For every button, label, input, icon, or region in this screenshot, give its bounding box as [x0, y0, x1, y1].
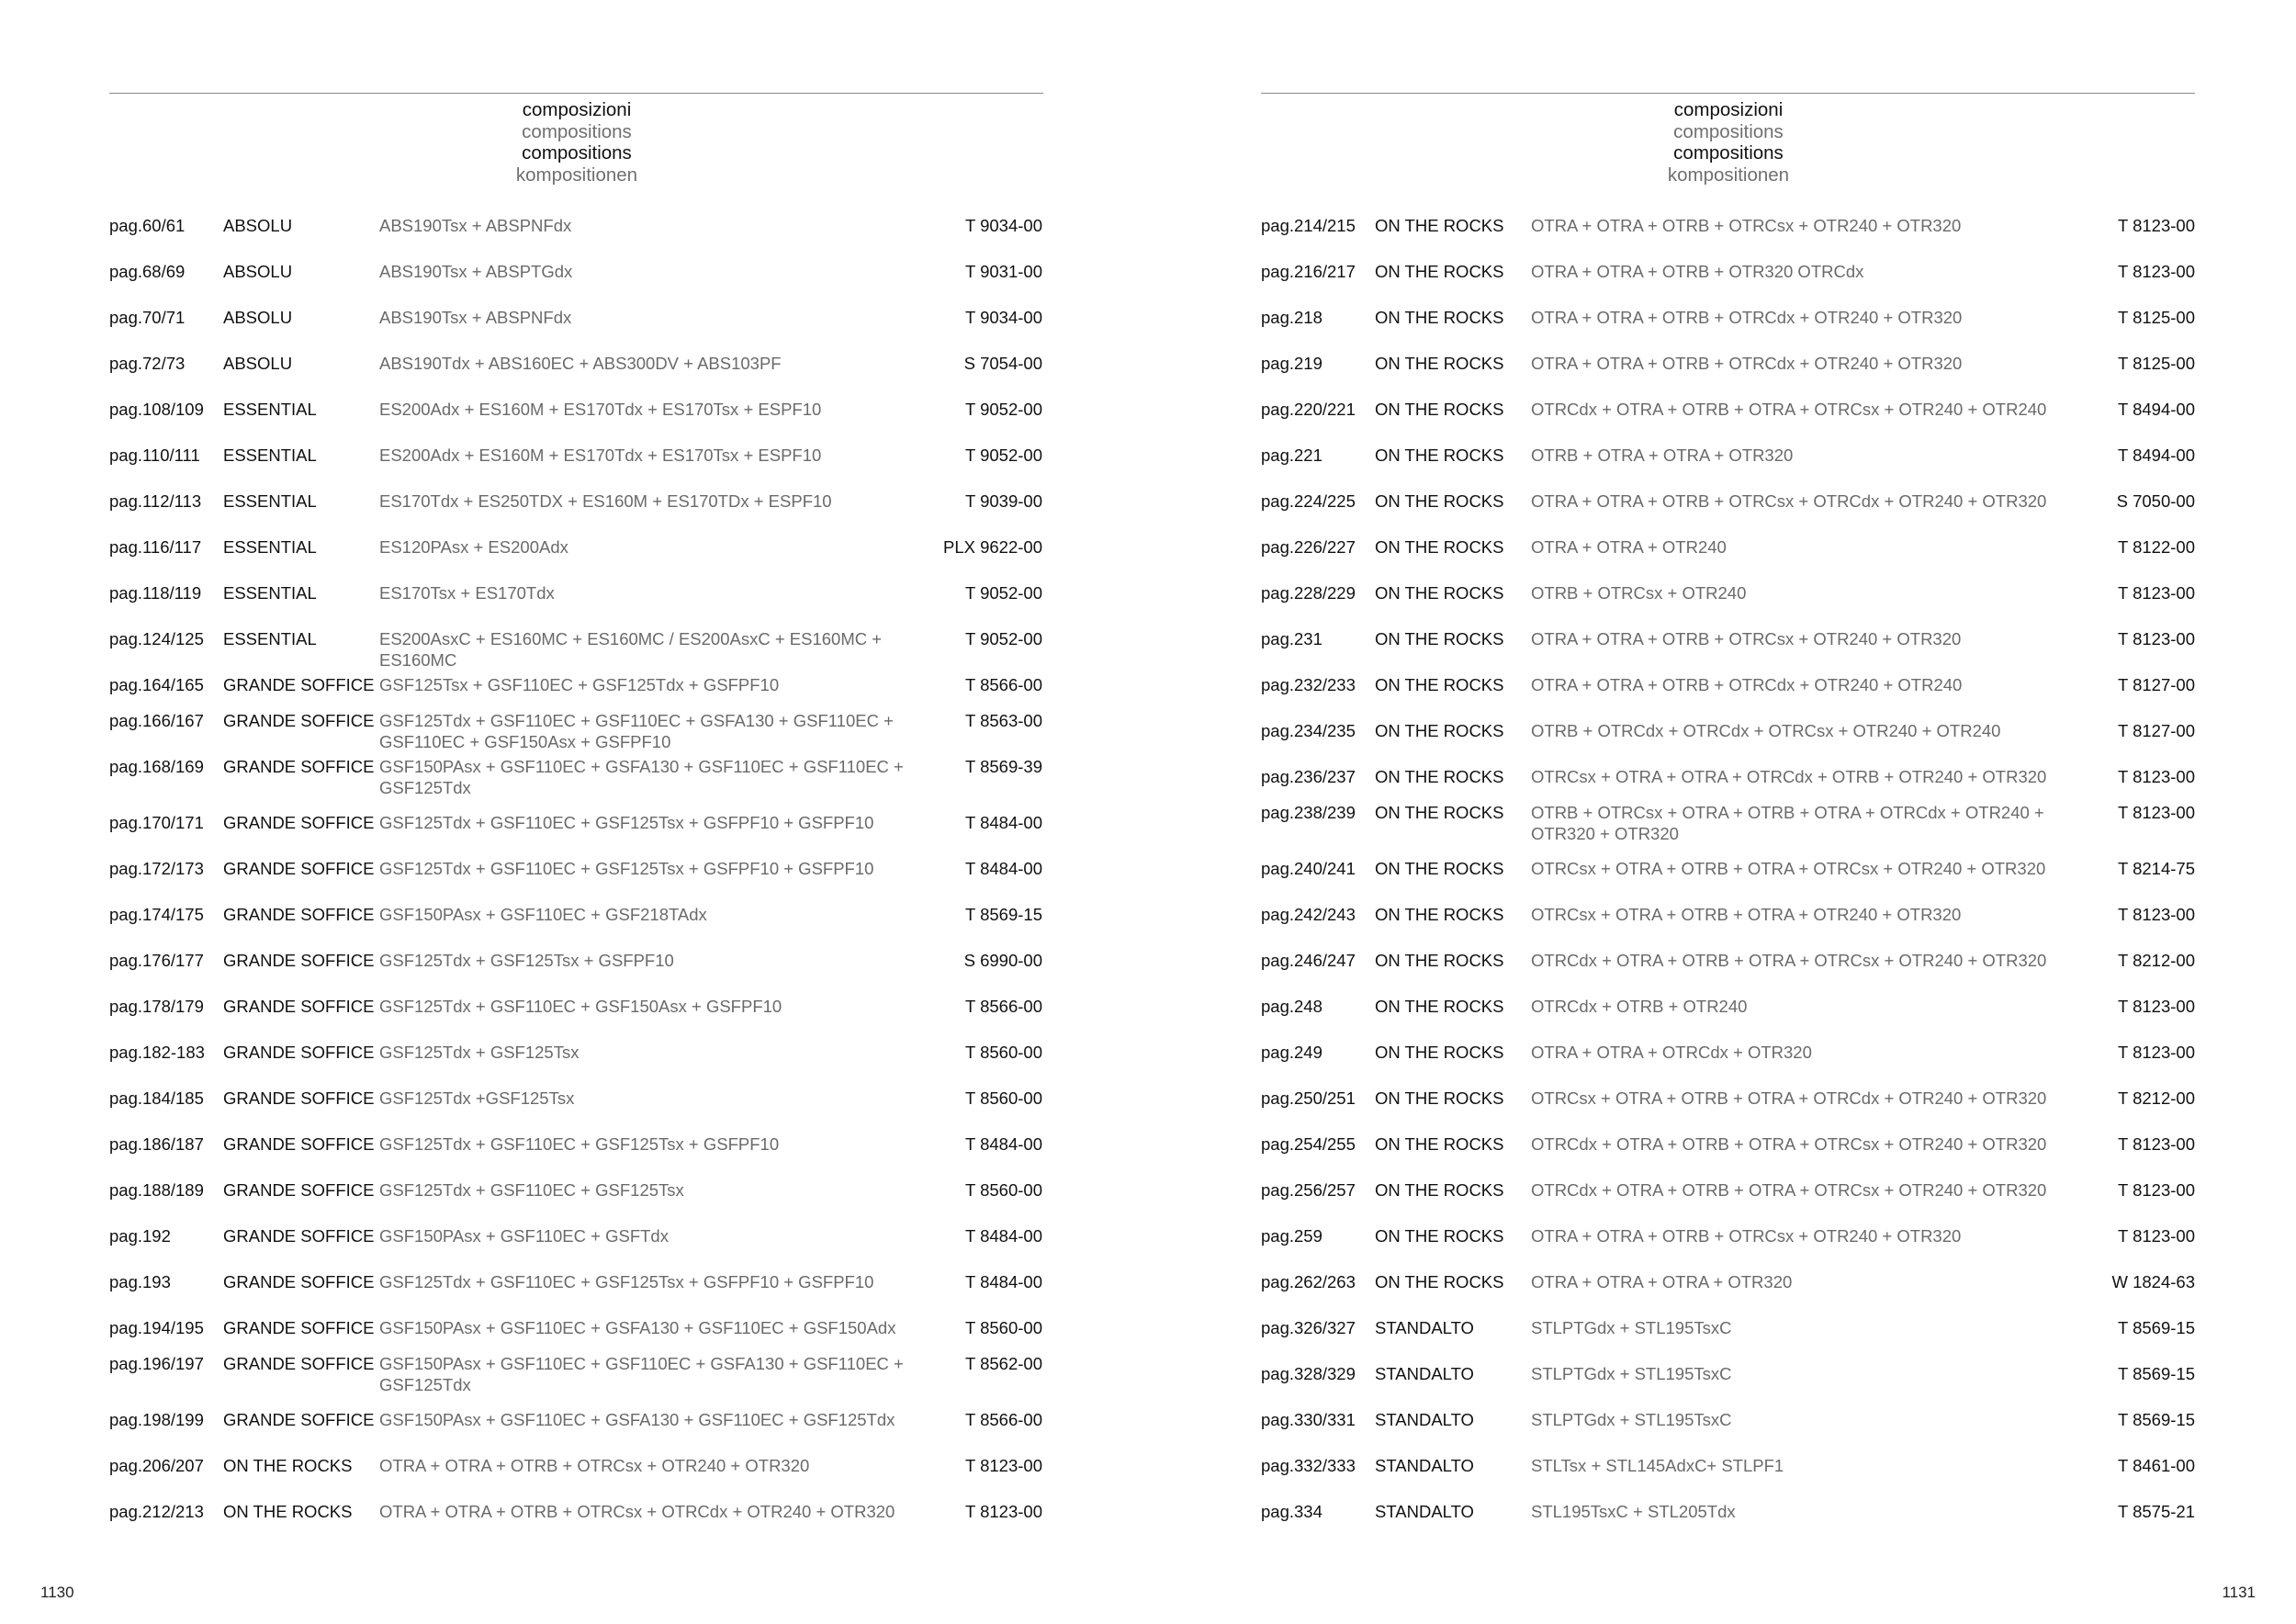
collection-name: GRANDE SOFFICE: [223, 1180, 375, 1200]
composition-text: ABS190Tsx + ABSPTGdx: [379, 262, 573, 281]
finish-code: T 8214-75: [2118, 859, 2195, 878]
finish-code: T 8127-00: [2118, 675, 2195, 694]
collection-name: ON THE ROCKS: [1375, 216, 1504, 235]
finish-code: T 9052-00: [965, 400, 1042, 419]
collection-name: ON THE ROCKS: [1375, 1134, 1504, 1154]
finish-code: W 1824-63: [2111, 1272, 2195, 1291]
collection-name: GRANDE SOFFICE: [223, 1354, 375, 1373]
composition-text: GSF125Tsx + GSF110EC + GSF125Tdx + GSFPF10: [379, 675, 780, 694]
page-ref: pag.182-183: [109, 1043, 205, 1062]
page-ref: pag.174/175: [109, 905, 204, 924]
composition-text: OTRA + OTRA + OTRB + OTRCsx + OTR240 + OTR320: [1531, 1226, 1962, 1246]
finish-code: T 8484-00: [965, 813, 1042, 832]
finish-code: T 8123-00: [2118, 1134, 2195, 1154]
composition-text: OTRB + OTRA + OTRA + OTR320: [1531, 445, 1794, 465]
composition-text: OTRA + OTRA + OTRA + OTR320: [1531, 1272, 1793, 1291]
collection-name: ON THE ROCKS: [1375, 1272, 1504, 1291]
page-ref: pag.240/241: [1261, 859, 1356, 878]
page-ref: pag.184/185: [109, 1088, 204, 1108]
composition-text: ES120PAsx + ES200Adx: [379, 537, 568, 557]
page-ref: pag.60/61: [109, 216, 186, 235]
page-ref: pag.206/207: [109, 1456, 204, 1475]
collection-name: GRANDE SOFFICE: [223, 675, 375, 694]
page-ref: pag.112/113: [109, 491, 202, 511]
composition-text: GSF125Tdx +GSF125Tsx: [379, 1088, 575, 1108]
page-ref: pag.259: [1261, 1226, 1322, 1246]
finish-code: T 8123-00: [2118, 767, 2195, 786]
composition-text: ES170Tsx + ES170Tdx: [379, 583, 555, 603]
finish-code: T 8560-00: [965, 1180, 1042, 1200]
collection-name: ON THE ROCKS: [1375, 583, 1504, 603]
collection-name: STANDALTO: [1375, 1456, 1474, 1475]
composition-text: OTRA + OTRA + OTRB + OTR320 OTRCdx: [1531, 262, 1864, 281]
page-ref: pag.238/239: [1261, 803, 1356, 822]
composition-text: STLTsx + STL145AdxC+ STLPF1: [1531, 1456, 1784, 1475]
composition-text: STL195TsxC + STL205Tdx: [1531, 1502, 1736, 1521]
collection-name: GRANDE SOFFICE: [223, 1226, 375, 1246]
composition-text: STLPTGdx + STL195TsxC: [1531, 1364, 1732, 1383]
page-ref: pag.124/125: [109, 629, 204, 648]
composition-text: GSF150PAsx + GSF110EC + GSF218TAdx: [379, 905, 707, 924]
page-ref: pag.256/257: [1261, 1180, 1356, 1200]
finish-code: T 9034-00: [965, 308, 1042, 327]
page-ref: pag.176/177: [109, 951, 204, 970]
page-ref: pag.328/329: [1261, 1364, 1356, 1383]
page-ref: pag.108/109: [109, 400, 204, 419]
collection-name: GRANDE SOFFICE: [223, 859, 375, 878]
collection-name: ESSENTIAL: [223, 583, 317, 603]
composition-text: OTRA + OTRA + OTRB + OTRCsx + OTRCdx + OTR240 + OTR320: [1531, 491, 2047, 511]
collection-name: ON THE ROCKS: [223, 1456, 353, 1475]
page-ref: pag.68/69: [109, 262, 186, 281]
page-ref: pag.250/251: [1261, 1088, 1356, 1108]
finish-code: T 8123-00: [965, 1502, 1042, 1521]
collection-name: GRANDE SOFFICE: [223, 951, 375, 970]
finish-code: T 8123-00: [2118, 905, 2195, 924]
collection-name: ON THE ROCKS: [1375, 859, 1504, 878]
finish-code: T 8123-00: [2118, 997, 2195, 1016]
finish-code: T 8562-00: [965, 1354, 1042, 1373]
collection-name: ON THE ROCKS: [1375, 905, 1504, 924]
collection-name: ABSOLU: [223, 216, 293, 235]
finish-code: T 8123-00: [2118, 262, 2195, 281]
finish-code: T 9031-00: [965, 262, 1042, 281]
page-ref: pag.224/225: [1261, 491, 1356, 511]
composition-text: GSF125Tdx + GSF110EC + GSF125Tsx + GSFPF10: [379, 1134, 780, 1154]
collection-name: ON THE ROCKS: [1375, 1180, 1504, 1200]
composition-text: GSF125Tdx + GSF110EC + GSF125Tsx + GSFPF10 + GSFPF10: [379, 1272, 874, 1291]
composition-text: OTRB + OTRCdx + OTRCdx + OTRCsx + OTR240 + OTR240: [1531, 721, 2001, 740]
finish-code: T 8566-00: [965, 1410, 1042, 1429]
collection-name: ON THE ROCKS: [1375, 1043, 1504, 1062]
collection-name: ON THE ROCKS: [1375, 400, 1504, 419]
finish-code: T 8123-00: [2118, 1226, 2195, 1246]
collection-name: ON THE ROCKS: [1375, 767, 1504, 786]
collection-name: STANDALTO: [1375, 1318, 1474, 1337]
finish-code: T 8566-00: [965, 675, 1042, 694]
page-ref: pag.334: [1261, 1502, 1322, 1521]
finish-code: T 8123-00: [2118, 583, 2195, 603]
finish-code: T 8212-00: [2118, 951, 2195, 970]
page-ref: pag.221: [1261, 445, 1322, 465]
composition-text: GSF150PAsx + GSF110EC + GSFA130 + GSF110EC + GSF150Adx: [379, 1318, 896, 1337]
finish-code: T 8560-00: [965, 1088, 1042, 1108]
page-ref: pag.232/233: [1261, 675, 1356, 694]
finish-code: T 8123-00: [2118, 216, 2195, 235]
composition-text: OTRA + OTRA + OTRB + OTRCsx + OTR240 + OTR320: [379, 1456, 810, 1475]
page-ref: pag.118/119: [109, 583, 202, 603]
collection-name: ON THE ROCKS: [1375, 629, 1504, 648]
composition-text: GSF150PAsx + GSF110EC + GSFTdx: [379, 1226, 669, 1246]
finish-code: T 8123-00: [2118, 629, 2195, 648]
finish-code: T 8560-00: [965, 1318, 1042, 1337]
finish-code: S 6990-00: [963, 951, 1042, 970]
collection-name: ON THE ROCKS: [1375, 537, 1504, 557]
page-ref: pag.212/213: [109, 1502, 204, 1521]
finish-code: T 8484-00: [965, 1272, 1042, 1291]
heading-german: kompositionen: [1667, 164, 1790, 186]
composition-text: ABS190Tdx + ABS160EC + ABS300DV + ABS103PF: [379, 354, 782, 373]
finish-code: T 8563-00: [965, 711, 1042, 730]
collection-name: ON THE ROCKS: [1375, 675, 1504, 694]
finish-code: S 7054-00: [963, 354, 1042, 373]
collection-name: GRANDE SOFFICE: [223, 905, 375, 924]
collection-name: GRANDE SOFFICE: [223, 1272, 375, 1291]
collection-name: ON THE ROCKS: [1375, 951, 1504, 970]
composition-text: OTRCdx + OTRA + OTRB + OTRA + OTRCsx + OTR240 + OTR320: [1531, 951, 2047, 970]
collection-name: GRANDE SOFFICE: [223, 1134, 375, 1154]
finish-code: T 8494-00: [2118, 400, 2195, 419]
finish-code: T 8125-00: [2118, 308, 2195, 327]
page-ref: pag.228/229: [1261, 583, 1356, 603]
collection-name: GRANDE SOFFICE: [223, 711, 375, 730]
composition-text: GSF125Tdx + GSF110EC + GSF125Tsx + GSFPF10 + GSFPF10: [379, 813, 874, 832]
composition-text: OTRA + OTRA + OTRCdx + OTR320: [1531, 1043, 1812, 1062]
collection-name: GRANDE SOFFICE: [223, 1088, 375, 1108]
finish-code: S 7050-00: [2116, 491, 2195, 511]
finish-code: T 8560-00: [965, 1043, 1042, 1062]
collection-name: ON THE ROCKS: [1375, 491, 1504, 511]
composition-text: OTRA + OTRA + OTRB + OTRCdx + OTR240 + OTR320: [1531, 354, 1963, 373]
collection-name: GRANDE SOFFICE: [223, 1318, 375, 1337]
page-ref: pag.330/331: [1261, 1410, 1356, 1429]
right-page: [1148, 0, 2296, 1624]
heading-italian: composizioni: [522, 99, 632, 120]
collection-name: GRANDE SOFFICE: [223, 1410, 375, 1429]
page-ref: pag.262/263: [1261, 1272, 1356, 1291]
page-ref: pag.110/111: [109, 445, 200, 465]
collection-name: ESSENTIAL: [223, 400, 317, 419]
composition-text: OTRA + OTRA + OTRB + OTRCdx + OTR240 + OTR320: [1531, 308, 1963, 327]
composition-text: ABS190Tsx + ABSPNFdx: [379, 308, 572, 327]
heading-english: compositions: [1673, 120, 1784, 142]
heading-french: compositions: [1673, 142, 1784, 164]
finish-code: T 9052-00: [965, 629, 1042, 648]
page-ref: pag.216/217: [1261, 262, 1356, 281]
page-ref: pag.231: [1261, 629, 1322, 648]
page-number: 1131: [2222, 1584, 2256, 1601]
finish-code: T 8127-00: [2118, 721, 2195, 740]
finish-code: T 8123-00: [2118, 803, 2195, 822]
finish-code: PLX 9622-00: [942, 537, 1042, 557]
composition-text: GSF150PAsx + GSF110EC + GSF110EC + GSFA130 + GSF110EC + GSF125Tdx: [379, 1354, 904, 1394]
finish-code: T 9039-00: [965, 491, 1042, 511]
collection-name: ON THE ROCKS: [1375, 262, 1504, 281]
finish-code: T 8484-00: [965, 859, 1042, 878]
page-ref: pag.178/179: [109, 997, 204, 1016]
composition-text: GSF125Tdx + GSF110EC + GSF125Tsx + GSFPF10 + GSFPF10: [379, 859, 874, 878]
page-ref: pag.70/71: [109, 308, 186, 327]
finish-code: T 9052-00: [965, 445, 1042, 465]
composition-text: ES200Adx + ES160M + ES170Tdx + ES170Tsx + ESPF10: [379, 445, 822, 465]
composition-text: OTRB + OTRCsx + OTR240: [1531, 583, 1747, 603]
composition-text: OTRCdx + OTRA + OTRB + OTRA + OTRCsx + OTR240 + OTR320: [1531, 1180, 2047, 1200]
heading-french: compositions: [522, 142, 632, 164]
finish-code: T 8123-00: [2118, 1043, 2195, 1062]
finish-code: T 8569-15: [2118, 1364, 2195, 1383]
finish-code: T 8569-39: [965, 757, 1042, 776]
collection-name: STANDALTO: [1375, 1364, 1474, 1383]
finish-code: T 8569-15: [2118, 1410, 2195, 1429]
collection-name: ABSOLU: [223, 262, 293, 281]
collection-name: ABSOLU: [223, 308, 293, 327]
finish-code: T 8575-21: [2118, 1502, 2195, 1521]
page-ref: pag.218: [1261, 308, 1322, 327]
finish-code: T 9034-00: [965, 216, 1042, 235]
collection-name: ESSENTIAL: [223, 491, 317, 511]
composition-text: OTRA + OTRA + OTRB + OTRCsx + OTRCdx + OTR240 + OTR320: [379, 1502, 895, 1521]
collection-name: ON THE ROCKS: [1375, 1088, 1504, 1108]
composition-text: OTRA + OTRA + OTR240: [1531, 537, 1727, 557]
composition-text: GSF125Tdx + GSF125Tsx: [379, 1043, 580, 1062]
collection-name: ESSENTIAL: [223, 537, 317, 557]
page-ref: pag.172/173: [109, 859, 204, 878]
collection-name: GRANDE SOFFICE: [223, 997, 375, 1016]
collection-name: ABSOLU: [223, 354, 293, 373]
finish-code: T 8125-00: [2118, 354, 2195, 373]
page-ref: pag.192: [109, 1226, 171, 1246]
page-ref: pag.186/187: [109, 1134, 204, 1154]
page-ref: pag.326/327: [1261, 1318, 1356, 1337]
page-ref: pag.194/195: [109, 1318, 204, 1337]
collection-name: ON THE ROCKS: [1375, 1226, 1504, 1246]
heading-german: kompositionen: [515, 164, 638, 186]
page-ref: pag.254/255: [1261, 1134, 1356, 1154]
page-ref: pag.249: [1261, 1043, 1322, 1062]
page-ref: pag.168/169: [109, 757, 204, 776]
page-ref: pag.196/197: [109, 1354, 204, 1373]
finish-code: T 8461-00: [2118, 1456, 2195, 1475]
page-ref: pag.72/73: [109, 354, 186, 373]
page-ref: pag.166/167: [109, 711, 204, 730]
page-ref: pag.116/117: [109, 537, 202, 557]
finish-code: T 8123-00: [2118, 1180, 2195, 1200]
collection-name: ESSENTIAL: [223, 445, 317, 465]
heading-english: compositions: [522, 120, 632, 142]
composition-text: OTRB + OTRCsx + OTRA + OTRB + OTRA + OTRCdx + OTR240 + OTR320 + OTR320: [1531, 803, 2044, 843]
page-ref: pag.193: [109, 1272, 171, 1291]
page-ref: pag.248: [1261, 997, 1322, 1016]
collection-name: GRANDE SOFFICE: [223, 757, 375, 776]
composition-text: GSF125Tdx + GSF110EC + GSF150Asx + GSFPF10: [379, 997, 782, 1016]
heading-italian: composizioni: [1673, 99, 1784, 120]
composition-text: GSF125Tdx + GSF110EC + GSF125Tsx: [379, 1180, 684, 1200]
composition-text: OTRA + OTRA + OTRB + OTRCsx + OTR240 + OTR320: [1531, 216, 1962, 235]
composition-text: ABS190Tsx + ABSPNFdx: [379, 216, 572, 235]
page-ref: pag.220/221: [1261, 400, 1356, 419]
finish-code: T 8122-00: [2118, 537, 2195, 557]
composition-text: OTRCsx + OTRA + OTRA + OTRCdx + OTRB + OTR240 + OTR320: [1531, 767, 2047, 786]
collection-name: GRANDE SOFFICE: [223, 1043, 375, 1062]
composition-text: OTRCdx + OTRB + OTR240: [1531, 997, 1748, 1016]
composition-text: GSF150PAsx + GSF110EC + GSFA130 + GSF110EC + GSF110EC + GSF125Tdx: [379, 757, 904, 797]
composition-text: ES170Tdx + ES250TDX + ES160M + ES170TDx + ESPF10: [379, 491, 832, 511]
collection-name: GRANDE SOFFICE: [223, 813, 375, 832]
page-ref: pag.170/171: [109, 813, 204, 832]
page-ref: pag.198/199: [109, 1410, 204, 1429]
collection-name: ON THE ROCKS: [1375, 997, 1504, 1016]
finish-code: T 9052-00: [965, 583, 1042, 603]
collection-name: ON THE ROCKS: [1375, 721, 1504, 740]
composition-text: OTRA + OTRA + OTRB + OTRCsx + OTR240 + OTR320: [1531, 629, 1962, 648]
page-ref: pag.219: [1261, 354, 1322, 373]
page-ref: pag.164/165: [109, 675, 204, 694]
collection-name: STANDALTO: [1375, 1502, 1474, 1521]
finish-code: T 8566-00: [965, 997, 1042, 1016]
finish-code: T 8484-00: [965, 1226, 1042, 1246]
composition-text: OTRCdx + OTRA + OTRB + OTRA + OTRCsx + OTR240 + OTR240: [1531, 400, 2047, 419]
collection-name: STANDALTO: [1375, 1410, 1474, 1429]
collection-name: ON THE ROCKS: [1375, 803, 1504, 822]
page-ref: pag.226/227: [1261, 537, 1356, 557]
finish-code: T 8484-00: [965, 1134, 1042, 1154]
page-ref: pag.242/243: [1261, 905, 1356, 924]
finish-code: T 8569-15: [2118, 1318, 2195, 1337]
page-ref: pag.214/215: [1261, 216, 1356, 235]
collection-name: ON THE ROCKS: [1375, 445, 1504, 465]
page-ref: pag.236/237: [1261, 767, 1356, 786]
composition-text: ES200Adx + ES160M + ES170Tdx + ES170Tsx + ESPF10: [379, 400, 822, 419]
collection-name: ESSENTIAL: [223, 629, 317, 648]
collection-name: ON THE ROCKS: [1375, 308, 1504, 327]
finish-code: T 8569-15: [965, 905, 1042, 924]
composition-text: STLPTGdx + STL195TsxC: [1531, 1318, 1732, 1337]
composition-text: OTRCsx + OTRA + OTRB + OTRA + OTR240 + OTR320: [1531, 905, 1962, 924]
page-ref: pag.246/247: [1261, 951, 1356, 970]
finish-code: T 8123-00: [965, 1456, 1042, 1475]
page-ref: pag.188/189: [109, 1180, 204, 1200]
page-ref: pag.332/333: [1261, 1456, 1356, 1475]
composition-text: OTRCdx + OTRA + OTRB + OTRA + OTRCsx + OTR240 + OTR320: [1531, 1134, 2047, 1154]
page-ref: pag.234/235: [1261, 721, 1356, 740]
composition-text: GSF125Tdx + GSF110EC + GSF110EC + GSFA130 + GSF110EC + GSF110EC + GSF150Asx + GSFPF10: [379, 711, 894, 751]
collection-name: ON THE ROCKS: [1375, 354, 1504, 373]
composition-text: GSF150PAsx + GSF110EC + GSFA130 + GSF110EC + GSF125Tdx: [379, 1410, 895, 1429]
finish-code: T 8494-00: [2118, 445, 2195, 465]
composition-text: ES200AsxC + ES160MC + ES160MC / ES200AsxC + ES160MC + ES160MC: [379, 629, 883, 670]
page-number: 1130: [40, 1584, 74, 1601]
composition-text: STLPTGdx + STL195TsxC: [1531, 1410, 1732, 1429]
finish-code: T 8212-00: [2118, 1088, 2195, 1108]
composition-text: OTRCsx + OTRA + OTRB + OTRA + OTRCdx + OTR240 + OTR320: [1531, 1088, 2047, 1108]
composition-text: GSF125Tdx + GSF125Tsx + GSFPF10: [379, 951, 674, 970]
composition-text: OTRCsx + OTRA + OTRB + OTRA + OTRCsx + OTR240 + OTR320: [1531, 859, 2046, 878]
compositions-list: [1148, 0, 2296, 1624]
collection-name: ON THE ROCKS: [223, 1502, 353, 1521]
composition-text: OTRA + OTRA + OTRB + OTRCdx + OTR240 + OTR240: [1531, 675, 1963, 694]
